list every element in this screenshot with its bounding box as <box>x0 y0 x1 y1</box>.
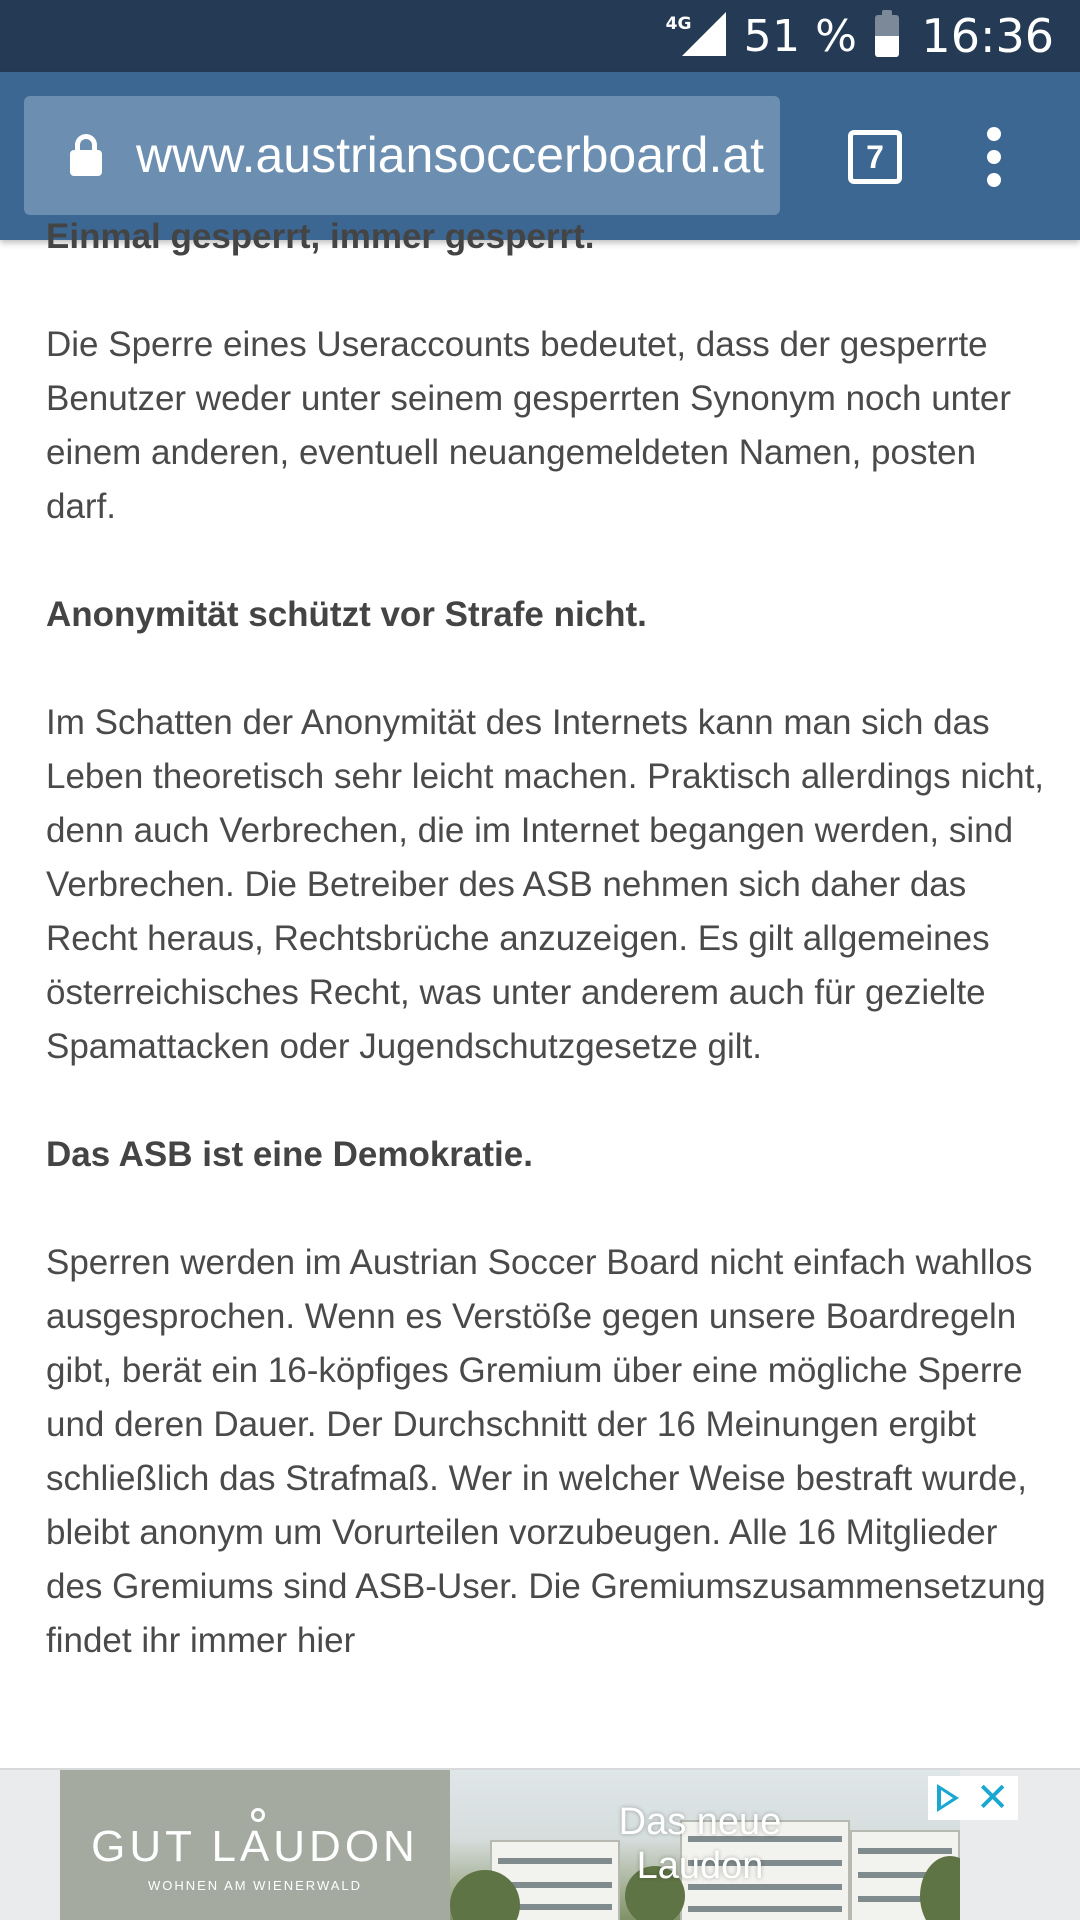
ad-brand-name: GUT LAUDON <box>91 1822 419 1871</box>
url-bar[interactable] <box>24 96 780 215</box>
network-signal-icon <box>664 14 726 58</box>
adchoices-badge[interactable] <box>928 1776 1018 1820</box>
section-heading: Anonymität schützt vor Strafe nicht. <box>46 595 647 634</box>
battery-percent: 51 % <box>743 10 858 62</box>
article-content <box>46 210 1046 1738</box>
paragraph: Im Schatten der Anonymität des Internets kann man sich das Leben theoretisch sehr leicht machen. Praktisch allerdings nicht, denn auch Verbrechen, die im Internet begangen werden, sind Verbrechen. Die Betreiber des ASB nehmen sich daher das Recht heraus, Rechtsbrüche anzuzeigen. Es gilt allgemeines österreichisches Recht, was unter anderem auch für gezielte Spamattacken oder Jugendschutzgesetze gilt. <box>46 703 1045 1066</box>
ad-creative[interactable] <box>60 1770 960 1920</box>
section-heading: Einmal gesperrt, immer gesperrt. <box>46 217 595 256</box>
ad-headline <box>580 1800 820 1888</box>
url-text[interactable]: www.austriansoccerboard.at <box>136 127 765 183</box>
network-type: 4G <box>665 14 692 34</box>
battery-icon <box>875 15 899 57</box>
overflow-menu-icon[interactable] <box>980 127 1010 187</box>
ad-building-image <box>450 1770 960 1920</box>
status-bar <box>0 0 1080 72</box>
lock-icon <box>68 134 104 174</box>
paragraph: Die Sperre eines Useraccounts bedeutet, dass der gesperrte Benutzer weder unter seinem gesperrten Synonym noch unter einem anderen, eventuell neuangemeldeten Namen, posten darf. <box>46 325 1011 526</box>
ad-headline-line1: Das neue <box>618 1801 782 1843</box>
ad-banner[interactable] <box>0 1768 1080 1920</box>
adchoices-icon[interactable] <box>937 1784 959 1812</box>
ad-brand-panel <box>60 1770 450 1920</box>
ad-headline-line2: Laudon <box>636 1845 764 1887</box>
clock: 16:36 <box>921 9 1054 63</box>
ad-tagline: WOHNEN AM WIENERWALD <box>147 1878 363 1893</box>
tab-switcher-button[interactable]: 7 <box>848 130 902 184</box>
section-heading: Das ASB ist eine Demokratie. <box>46 1135 533 1174</box>
close-ad-icon[interactable]: ✕ <box>975 1776 1010 1820</box>
paragraph: Sperren werden im Austrian Soccer Board nicht einfach wahllos ausgesprochen. Wenn es Verstöße gegen unsere Boardregeln gibt, berät ein 16-köpfiges Gremium über eine mögliche Sperre und deren Dauer. Der Durchschnitt der 16 Meinungen ergibt schließlich das Strafmaß. Wer in welcher Weise bestraft wurde, bleibt anonym um Vorurteilen vorzubeugen. Alle 16 Mitglieder des Gremiums sind ASB-User. Die Gremiumszusammensetzung findet ihr immer hier <box>46 1243 1046 1660</box>
